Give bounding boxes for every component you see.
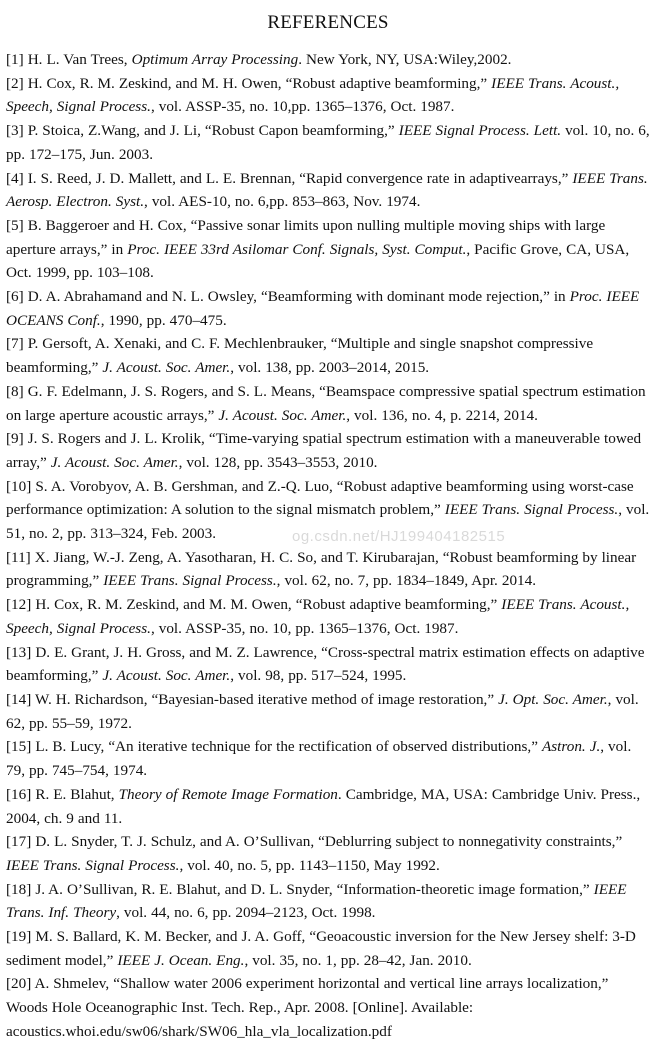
- reference-item: [6, 735, 652, 782]
- reference-source: IEEE Trans. Acoust., Speech, Signal Process.: [6, 596, 630, 637]
- reference-source: Optimum Array Processing: [131, 51, 299, 68]
- reference-source: J. Acoust. Soc. Amer.: [50, 453, 179, 471]
- reference-text: J. S. Rogers and J. L. Krolik, “Time-varying spatial spectrum estimation with a maneuverable towed array,”: [6, 430, 642, 471]
- reference-source: IEEE Signal Process. Lett.: [398, 122, 562, 140]
- reference-item: [6, 783, 652, 830]
- reference-text: , Pacific Grove, CA, USA, Oct. 1999, pp. 103–108.: [6, 240, 630, 282]
- reference-source: IEEE Trans. Inf. Theory: [6, 880, 627, 922]
- reference-text: D. A. Abrahamand and N. L. Owsley, “Beamforming with dominant mode rejection,” in: [27, 288, 570, 306]
- reference-source: IEEE J. Ocean. Eng.: [117, 951, 245, 969]
- reference-text: H. L. Van Trees,: [27, 51, 132, 68]
- reference-item: [6, 214, 652, 285]
- reference-text: X. Jiang, W.-J. Zeng, A. Yasotharan, H. C. So, and T. Kirubarajan, “Robust beamforming by linear programming,”: [6, 548, 637, 590]
- reference-text: , vol. ASSP-35, no. 10, pp. 1365–1376, Oct. 1987.: [150, 619, 459, 637]
- reference-number: [3]: [6, 122, 24, 140]
- reference-item: [6, 641, 652, 688]
- reference-number: [16]: [6, 785, 32, 803]
- watermark: og.csdn.net/HJ199404182515: [292, 528, 506, 545]
- reference-text: B. Baggeroer and H. Cox, “Passive sonar limits upon nulling multiple moving ships with large aperture arrays,” in: [6, 216, 606, 258]
- reference-item: [6, 285, 652, 332]
- reference-number: [5]: [6, 216, 24, 234]
- reference-text: S. A. Vorobyov, A. B. Gershman, and Z.-Q. Luo, “Robust adaptive beamforming using worst-case performance optimization: A solution to the signal mismatch problem,”: [6, 477, 634, 519]
- reference-source: IEEE Trans. Acoust., Speech, Signal Process.: [6, 74, 620, 116]
- reference-item: [6, 48, 652, 72]
- reference-text: . Cambridge, MA, USA: Cambridge Univ. Press., 2004, ch. 9 and 11.: [6, 785, 641, 827]
- reference-item: [6, 546, 652, 593]
- reference-number: [18]: [6, 880, 32, 898]
- reference-text: . New York, NY, USA:Wiley,2002.: [298, 51, 512, 68]
- reference-text: D. L. Snyder, T. J. Schulz, and A. O’Sullivan, “Deblurring subject to nonnegativity constraints,”: [35, 833, 623, 851]
- reference-source: J. Acoust. Soc. Amer.: [218, 406, 347, 424]
- reference-text: W. H. Richardson, “Bayesian-based iterative method of image restoration,”: [35, 690, 499, 708]
- reference-item: [6, 332, 652, 379]
- reference-item: [6, 119, 652, 166]
- reference-source: IEEE Trans. Signal Process.: [6, 856, 180, 874]
- reference-text: D. E. Grant, J. H. Gross, and M. Z. Lawrence, “Cross-spectral matrix estimation effects on adaptive beamforming,”: [6, 643, 645, 685]
- reference-text: H. Cox, R. M. Zeskind, and M. H. Owen, “Robust adaptive beamforming,”: [27, 74, 492, 92]
- reference-number: [7]: [6, 335, 24, 353]
- reference-text: , vol. 44, no. 6, pp. 2094–2123, Oct. 1998.: [116, 904, 376, 922]
- reference-text: , vol. ASSP-35, no. 10,pp. 1365–1376, Oct. 1987.: [150, 98, 455, 116]
- reference-item: [6, 830, 652, 877]
- reference-source: Proc. IEEE 33rd Asilomar Conf. Signals, Syst. Comput.: [127, 240, 467, 258]
- reference-number: [19]: [6, 928, 32, 946]
- reference-item: [6, 167, 652, 214]
- reference-source: IEEE Trans. Signal Process.: [103, 572, 277, 590]
- reference-text: A. Shmelev, “Shallow water 2006 experiment horizontal and vertical line arrays localization,” Woods Hole Oceanographic Inst. Tech. Rep., Apr. 2008. [Online]. Available: acoustics.whoi.edu/sw06/shark/SW06_hla_vla_localization.pdf: [6, 975, 609, 1040]
- reference-text: , vol. 79, pp. 745–754, 1974.: [6, 738, 632, 780]
- reference-item: [6, 427, 652, 474]
- reference-text: , vol. 136, no. 4, p. 2214, 2014.: [346, 406, 538, 424]
- reference-source: J. Acoust. Soc. Amer.: [102, 359, 231, 377]
- reference-item: [6, 925, 652, 972]
- reference-text: , vol. 138, pp. 2003–2014, 2015.: [230, 359, 430, 377]
- reference-source: IEEE Trans. Aerosp. Electron. Syst.: [6, 169, 648, 211]
- reference-text: , vol. 62, no. 7, pp. 1834–1849, Apr. 2014.: [276, 572, 537, 590]
- reference-text: , vol. 35, no. 1, pp. 28–42, Jan. 2010.: [244, 951, 472, 969]
- reference-text: , vol. 62, pp. 55–59, 1972.: [6, 690, 639, 732]
- reference-number: [11]: [6, 548, 31, 566]
- reference-text: M. S. Ballard, K. M. Becker, and J. A. Goff, “Geoacoustic inversion for the New Jersey shelf: 3-D sediment model,”: [6, 928, 636, 969]
- reference-source: IEEE Trans. Signal Process.: [444, 501, 619, 519]
- reference-item: [6, 688, 652, 735]
- reference-text: P. Gersoft, A. Xenaki, and C. F. Mechlenbrauker, “Multiple and single snapshot compressive beamforming,”: [6, 335, 594, 377]
- reference-source: J. Opt. Soc. Amer.: [498, 690, 608, 708]
- reference-text: P. Stoica, Z.Wang, and J. Li, “Robust Capon beamforming,”: [27, 122, 399, 140]
- reference-source: Proc. IEEE OCEANS Conf.: [6, 288, 640, 329]
- reference-number: [6]: [6, 288, 24, 306]
- reference-source: Astron. J.: [541, 738, 601, 756]
- reference-text: H. Cox, R. M. Zeskind, and M. M. Owen, “Robust adaptive beamforming,”: [35, 596, 502, 614]
- reference-number: [8]: [6, 382, 24, 400]
- reference-number: [1]: [6, 51, 24, 68]
- reference-number: [10]: [6, 477, 32, 495]
- reference-item: [6, 72, 652, 119]
- reference-item: [6, 878, 652, 925]
- reference-item: [6, 380, 652, 427]
- reference-text: L. B. Lucy, “An iterative technique for the rectification of observed distributions,”: [35, 738, 542, 756]
- reference-text: R. E. Blahut,: [35, 785, 119, 803]
- reference-text: J. A. O’Sullivan, R. E. Blahut, and D. L. Snyder, “Information-theoretic image formation,”: [35, 880, 594, 898]
- reference-source: Theory of Remote Image Formation: [118, 785, 338, 803]
- reference-text: , vol. 98, pp. 517–524, 1995.: [230, 667, 407, 685]
- reference-number: [13]: [6, 643, 32, 661]
- page-title: REFERENCES: [267, 12, 389, 33]
- reference-text: , vol. 51, no. 2, pp. 313–324, Feb. 2003.: [6, 501, 650, 543]
- reference-source: J. Acoust. Soc. Amer.: [102, 667, 231, 685]
- reference-text: G. F. Edelmann, J. S. Rogers, and S. L. Means, “Beamspace compressive spatial spectrum estimation on large aperture acoustic arrays,”: [6, 382, 646, 424]
- reference-text: , vol. 40, no. 5, pp. 1143–1150, May 1992.: [179, 856, 440, 874]
- reference-number: [15]: [6, 738, 32, 756]
- reference-text: , 1990, pp. 470–475.: [100, 311, 227, 329]
- reference-number: [20]: [6, 975, 32, 993]
- reference-number: [14]: [6, 690, 32, 708]
- reference-item: [6, 972, 652, 1043]
- reference-text: I. S. Reed, J. D. Mallett, and L. E. Brennan, “Rapid convergence rate in adaptivearrays,”: [27, 169, 573, 187]
- reference-list: [6, 48, 652, 1044]
- reference-item: [6, 593, 652, 640]
- reference-number: [17]: [6, 833, 32, 851]
- reference-number: [4]: [6, 169, 24, 187]
- reference-text: vol. 10, no. 6, pp. 172–175, Jun. 2003.: [6, 122, 650, 163]
- reference-number: [12]: [6, 596, 32, 614]
- reference-number: [9]: [6, 430, 24, 448]
- reference-text: , vol. 128, pp. 3543–3553, 2010.: [178, 453, 378, 471]
- reference-number: [2]: [6, 74, 24, 92]
- reference-text: , vol. AES-10, no. 6,pp. 853–863, Nov. 1974.: [144, 193, 421, 211]
- reference-item: [6, 475, 652, 546]
